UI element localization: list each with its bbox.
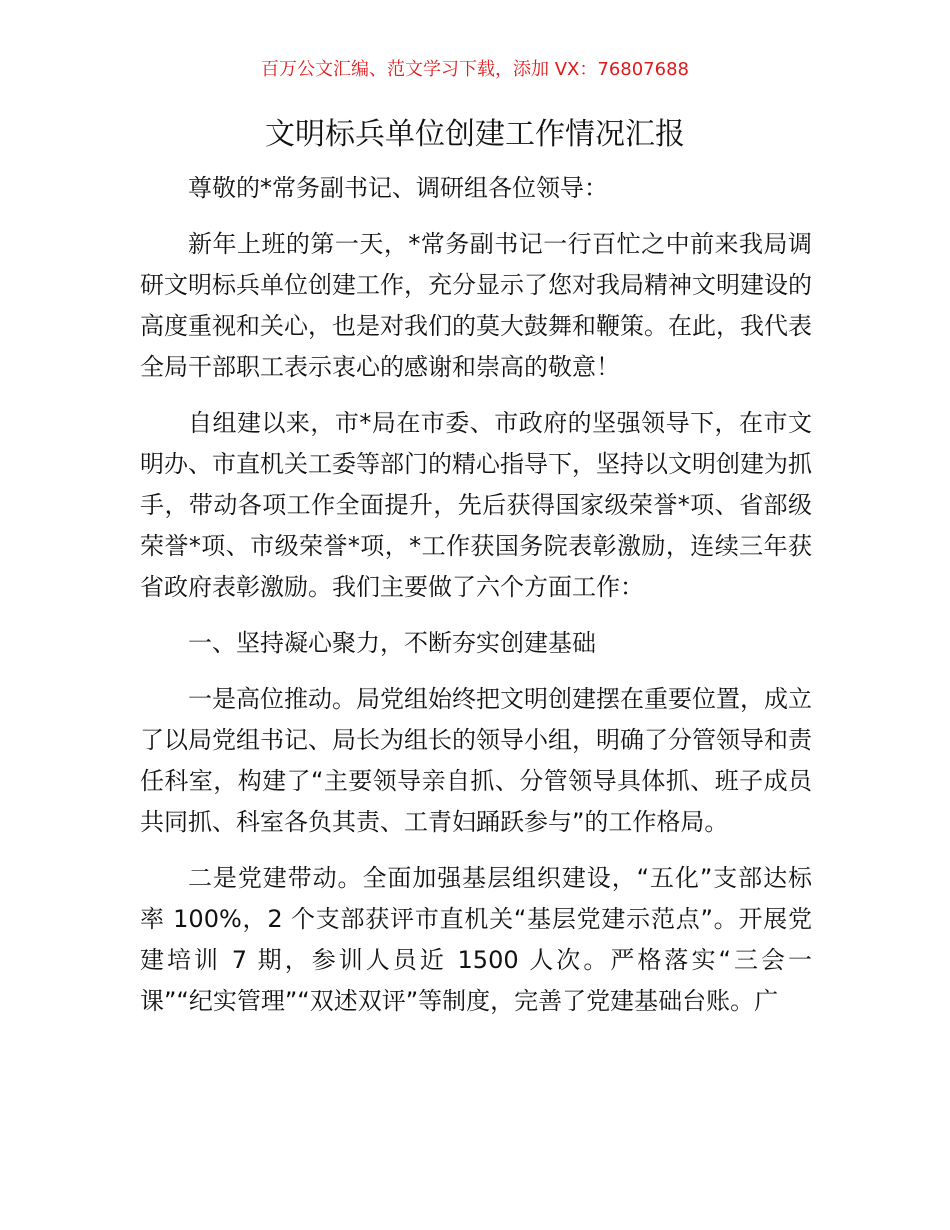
document-title: 文明标兵单位创建工作情况汇报 bbox=[265, 117, 685, 152]
overview-paragraph: 自组建以来，市*局在市委、市政府的坚强领导下，在市文明办、市直机关工委等部门的精心指导下，坚持以文明创建为抓手，带动各项工作全面提升，先后获得国家级荣誉*项、省部级荣誉*项、市级荣誉*项，*工作获国务院表彰激励，连续三年获省政府表彰激励。我们主要做了六个方面工作： bbox=[140, 409, 812, 601]
salutation-paragraph: 尊敬的*常务副书记、调研组各位领导： bbox=[188, 174, 608, 202]
body-paragraph: 二是党建带动。全面加强基层组织建设，“五化”支部达标率 100%，2 个支部获评市直机关“基层党建示范点”。开展党建培训 7 期，参训人员近 1500 人次。严格落实“三会一课”“纪实管理”“双述双评”等制度，完善了党建基础台账。广 bbox=[140, 864, 812, 1015]
section-heading: 一、坚持凝心聚力，不断夯实创建基础 bbox=[188, 629, 596, 657]
intro-paragraph: 新年上班的第一天，*常务副书记一行百忙之中前来我局调研文明标兵单位创建工作，充分显示了您对我局精神文明建设的高度重视和关心，也是对我们的莫大鼓舞和鞭策。在此，我代表全局干部职工表示衷心的感谢和崇高的敬意！ bbox=[140, 230, 812, 381]
body-paragraph: 一是高位推动。局党组始终把文明创建摆在重要位置，成立了以局党组书记、局长为组长的领导小组，明确了分管领导和责任科室，构建了“主要领导亲自抓、分管领导具体抓、班子成员共同抓、科室各负其责、工青妇踊跃参与”的工作格局。 bbox=[140, 685, 812, 836]
header-note: 百万公文汇编、范文学习下载，添加 VX：76807688 bbox=[261, 59, 689, 80]
document-body bbox=[140, 168, 812, 1037]
